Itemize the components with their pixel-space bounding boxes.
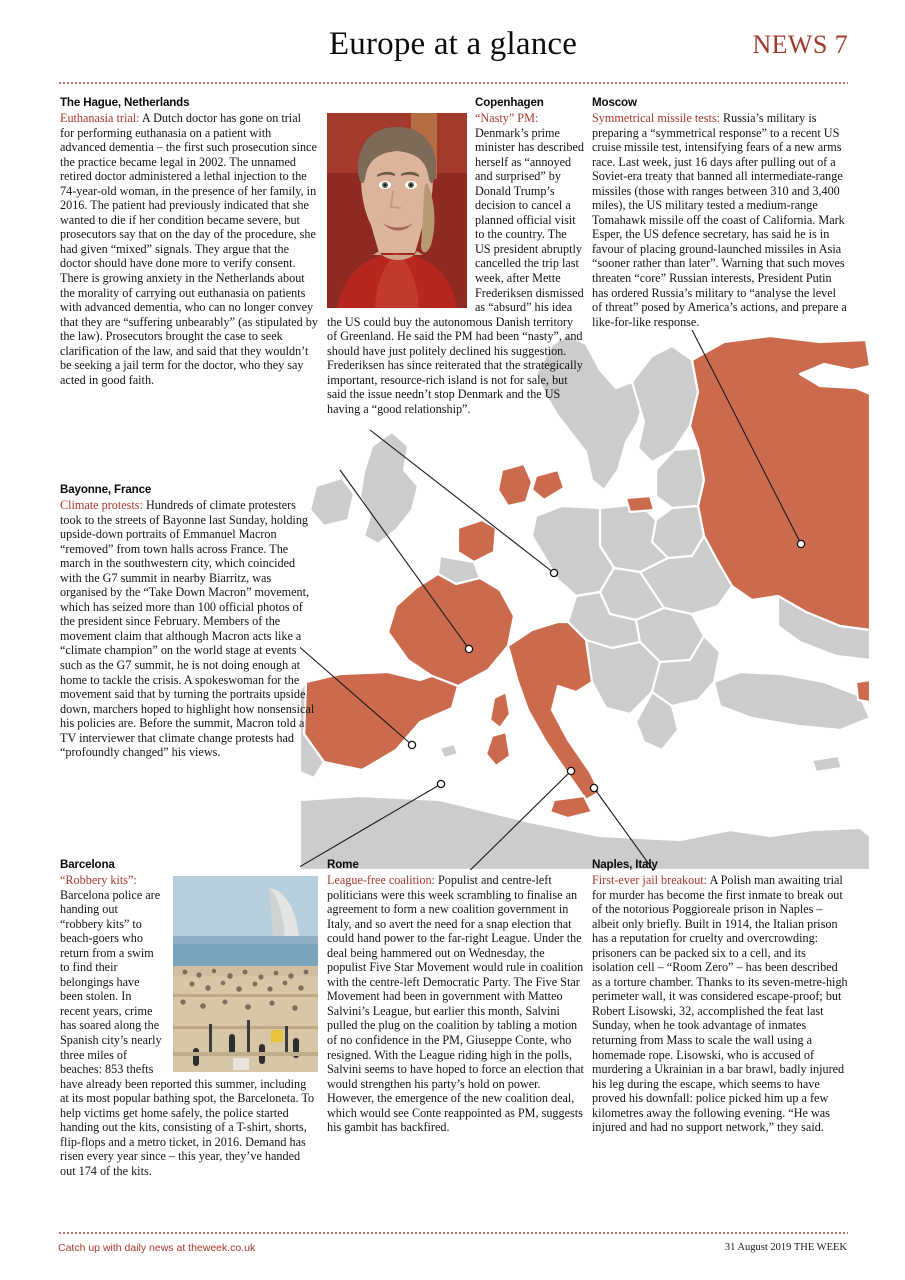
story-barcelona: [60, 858, 318, 1178]
masthead: [58, 22, 848, 80]
story-paragraph: Barcelona police are handing out “robbery kits” to beach-goers who return from a swim to find their belongings have been stolen. In recent years, crime has soared along the Spanish city’s nearly three miles of beaches: 853 thefts have already been reported this summer, including at its most popular bathing spot, the Barceloneta. To help victims get home safely, the police started handing out the kits, consisting of a T-shirt, shorts, flip-flops and a metro ticket, in 2016. Demand has risen every year since – this year, they’ve handed out 174 of the kits.: [60, 887, 315, 1178]
story-paragraph: Russia’s military is preparing a “symmetrical response” to a recent US cruise missile test, intensifying fears of a new arms race. Last week, just 16 days after pulling out of a Soviet-era treaty that banned all intermediate-range missiles (those with ranges between 310 and 3,400 miles), the US military tested a medium-range Tomahawk missile off the coast of California. Mark Esper, the US defence secretary, has said he is in favour of placing ground-launched missiles in Asia “sooner rather than later”. Warning that such moves threaten “core” Russian interests, President Putin has ordered Russia’s military to “analyse the level of threat” posed by America’s actions, and prepare a like-for-like response.: [592, 111, 847, 329]
story-paragraph: Populist and centre-left politicians were this week scrambling to finalise an agreement to form a new coalition government in Italy, and so avert the need for a snap election that could hand power to the far-right League. Under the deal being hammered out on Wednesday, the populist Five Star Movement would rule in coalition with the centre-left Democratic Party. The Five Star Movement had been in government with Matteo Salvini’s League, but earlier this month, Salvini pulled the plug on the coalition by tabling a motion of no confidence in the PM, Giuseppe Conte, who resigned. With the League riding high in the polls, Salvini seems to have hoped to force an election that would strengthen his party’s hold on power. However, the emergence of the new coalition deal, which would see Conte reappointed as PM, suggests his gambit has backfired.: [327, 873, 584, 1135]
footer-issue-date: 31 August 2019 THE WEEK: [724, 1242, 847, 1253]
story-text: [60, 498, 318, 760]
story-text: [592, 111, 848, 329]
footer-divider: [58, 1232, 848, 1234]
header-divider: [58, 82, 848, 84]
story-text: [60, 111, 318, 387]
story-naples: [592, 858, 848, 1135]
story-the-hague: [60, 96, 318, 387]
story-place-heading: The Hague, Netherlands: [60, 96, 190, 109]
story-bayonne: [60, 483, 318, 760]
barcelona-beach-photo: [173, 876, 318, 1072]
story-lede: First-ever jail breakout:: [592, 873, 708, 887]
section-label: NEWS 7: [752, 30, 848, 59]
story-copenhagen: [327, 96, 585, 416]
story-paragraph: A Dutch doctor has gone on trial for performing euthanasia on a patient with advanced dementia – the first such prosecution since the practice became legal in 2002. The unnamed retired doctor administered a lethal injection to the 74-year-old woman, in the presence of her family, in 2016. The patient had previously indicated that she wanted to die if her condition became severe, but prosecutors say that on the day of the procedure, she had given “mixed” signals. They argue that the doctor should have done more to verify consent. There is growing anxiety in the Netherlands about the morality of carrying out euthanasia on patients with advanced dementia, who can no longer convey that they are “suffering unbearably” (as stipulated by the law). Prosecutors brought the case to seek clarification of the law, and said that they wouldn’t be seeking a jail term for the doctor, who they say acted in good faith.: [60, 111, 318, 387]
story-lede: Symmetrical missile tests:: [592, 111, 720, 125]
story-lede: Climate protests:: [60, 498, 143, 512]
story-lede: “Nasty” PM:: [475, 111, 539, 125]
story-place-heading: Moscow: [592, 96, 637, 109]
story-place-heading: Copenhagen: [475, 96, 544, 109]
story-text: [592, 873, 848, 1135]
story-paragraph: Denmark’s prime minister has described herself as “annoyed and surprised” by Donald Trump’s decision to cancel a planned official visit to the country. The US president abruptly cancelled the trip last week, after Mette Frederiksen dismissed as “absurd” his idea the US could buy the autonomous Danish territory of Greenland. He said the PM had been “nasty”, and should have just politely declined his suggestion. Frederiksen has since reiterated that the strategically important, resource-rich island is not for sale, but said the issue needn’t stop Denmark and the US having a “good relationship”.: [327, 125, 584, 416]
story-paragraph: A Polish man awaiting trial for murder has become the first inmate to break out of the notorious Poggioreale prison in Naples – albeit only briefly. Built in 1914, the Italian prison has a reputation for cruelty and overcrowding: prisoners can be packed six to a cell, and its isolation cell – “Room Zero” – has been described as a torture chamber. Thanks to its seven-metre-high perimeter wall, it was considered escape-proof; but Robert Lisowski, 32, accomplished the feat last Sunday, when he took advantage of inmates returning from Mass to scale the wall using a homemade rope. Lisowski, who is accused of murdering a Ukrainian in a bar brawl, badly injured his leg during the escape, which seems to have proved his downfall: police picked him up a few kilometres away the following evening. “He was injured and had no support network,” they said.: [592, 873, 848, 1135]
story-lede: “Robbery kits”:: [60, 873, 137, 887]
story-place-heading: Barcelona: [60, 858, 115, 871]
story-place-heading: Naples, Italy: [592, 858, 658, 871]
story-place-heading: Rome: [327, 858, 359, 871]
story-moscow: [592, 96, 848, 329]
mette-frederiksen-portrait: [327, 113, 467, 308]
story-place-heading: Bayonne, France: [60, 483, 152, 496]
story-paragraph: Hundreds of climate protesters took to the streets of Bayonne last Sunday, holding upside-down portraits of Emmanuel Macron “removed” from town halls across France. The march in the southwestern city, which coincided with the G7 summit in nearby Biarritz, was organised by the “Take Down Macron” movement, which has seized more than 100 official photos of the president since February. Members of the movement claim that although Macron acts like a “climate champion” on the world stage at events such as the G7 summit, he is not doing enough at home to tackle the crisis. A spokeswoman for the movement said that by turning the portraits upside down, marchers hoped to highlight how nonsensical his policies are. Before the summit, Macron told a TV interviewer that climate change protests had “profoundly changed” his views.: [60, 498, 315, 760]
story-lede: Euthanasia trial:: [60, 111, 140, 125]
story-rome: [327, 858, 585, 1135]
story-text: [327, 873, 585, 1135]
story-text: [327, 111, 585, 416]
footer-promo[interactable]: Catch up with daily news at theweek.co.uk: [58, 1242, 256, 1254]
story-text: [60, 873, 318, 1178]
page-title: Europe at a glance: [328, 26, 578, 62]
story-lede: League-free coalition:: [327, 873, 435, 887]
